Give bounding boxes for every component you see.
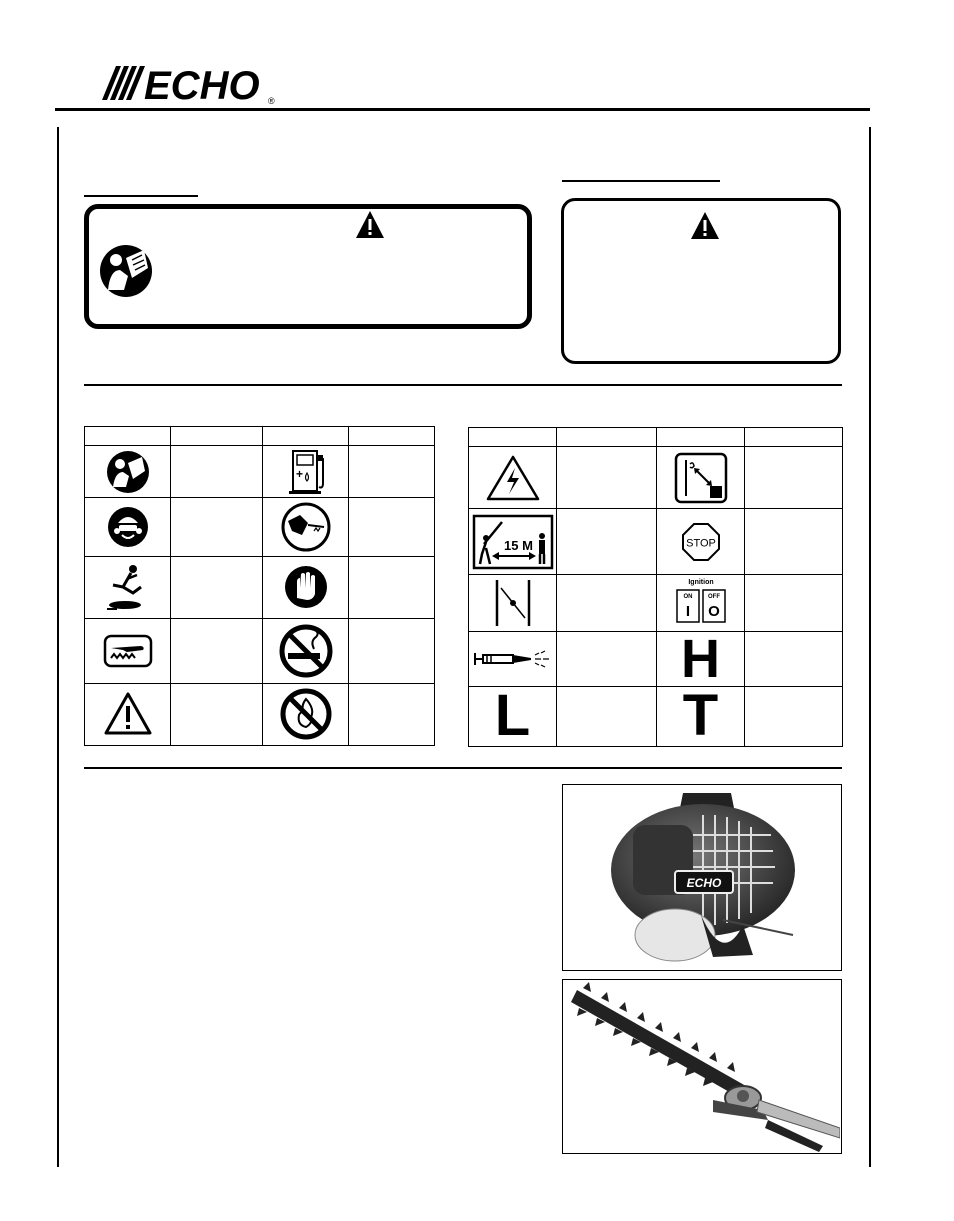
table-row [85,446,435,498]
electrocution-hazard-icon [485,454,541,502]
table-row [85,683,435,745]
table-row [469,686,843,746]
throttle-icon [493,578,533,628]
warning-triangle-icon [689,210,721,242]
warning-triangle-icon [103,691,153,737]
distance-label: 15 M [503,537,533,553]
letter-t-icon: T [657,686,745,746]
off-symbol: O [707,603,720,621]
eye-ear-protection-icon [106,505,150,549]
left-heading-underline [84,195,198,197]
section-divider [84,384,842,386]
choke-lever-icon [674,452,728,504]
header-rule [55,108,870,111]
on-label: ON [683,594,692,601]
logo-text: ECHO [144,64,260,106]
hedge-trimmer-illustration [563,980,840,1152]
table-row [85,619,435,683]
table-row [469,509,843,575]
right-margin-line [869,127,871,1167]
svg-text:+: + [295,466,303,481]
primer-bulb-icon [473,647,553,671]
hedge-trimmer-photo [562,979,842,1154]
no-smoking-icon [278,623,334,679]
letter-h-icon: H [657,631,745,686]
left-margin-line [57,127,59,1167]
echo-logo [92,60,282,106]
off-label: OFF [707,594,720,601]
letter-l-icon: L [469,686,557,746]
table-row [469,447,843,509]
slip-hazard-icon [103,561,153,613]
table-row [85,498,435,556]
hand-hazard-icon [103,634,153,668]
table-row [469,631,843,686]
table-row [85,556,435,618]
table-header-row [469,428,843,447]
registered-mark: ® [268,96,275,106]
no-open-flame-icon [279,687,333,741]
read-manual-icon [98,240,154,302]
table-row [469,575,843,631]
ignition-switch-icon [671,576,731,630]
read-manual-icon [105,449,151,495]
fuel-pump-icon [281,447,331,497]
right-heading-underline [562,180,720,182]
right-symbol-table [468,427,843,747]
hot-surface-icon [280,501,332,553]
warning-triangle-icon [354,209,386,241]
left-symbol-table [84,426,435,746]
section-divider [84,767,842,769]
engine-photo [562,784,842,971]
gloves-icon [283,564,329,610]
keep-distance-icon [472,514,554,570]
stop-label: STOP [685,537,716,550]
table-header-row [85,427,435,446]
ignition-label: Ignition [687,579,714,587]
engine-illustration [563,785,840,969]
stop-sign-icon [681,522,721,562]
on-symbol: I [685,603,690,621]
engine-brand-label: ECHO [686,876,722,890]
